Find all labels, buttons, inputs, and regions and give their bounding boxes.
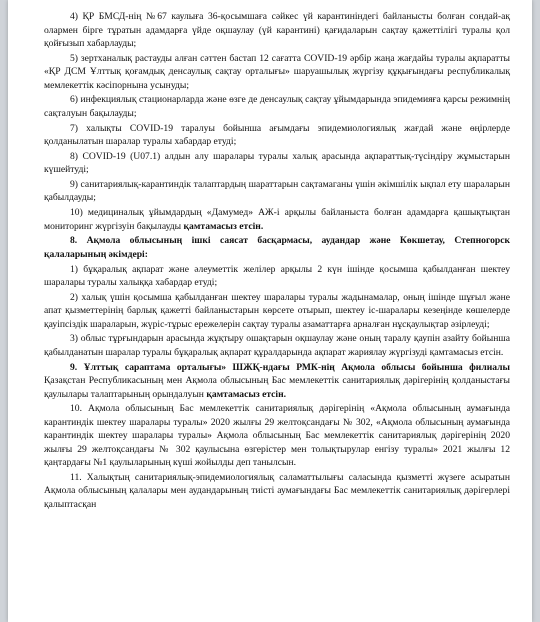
paragraph — [44, 291, 510, 332]
document-body — [44, 10, 510, 513]
text-run: 10) медициналық ұйымдардың «Дамумед» АЖ-і арқылы байланыста болған адамдарға қашықтықтан мониторинг жүргізуін бақылауды — [44, 207, 510, 232]
text-run: 3) облыс тұрғындарын арасында жұқтыру ошақтарын оқшаулау және оның таралу қаупін азайту бойынша қабылданатын шаралар туралы бұқаралық ақпарат құралдарында ақпарат жариялау жүргізуді қамтамасыз етсін. — [44, 333, 510, 358]
text-run: 6) инфекциялық стационарларда және өзге де денсаулық сақтау ұйымдарында эпидемияға қарсы режимнің сақталуын бақылауды; — [44, 94, 510, 119]
text-run: 5) зертханалық растауды алған сәттен бастап 12 сағатта COVID-19 әрбір жаңа жағдайы туралы ақпаратты «ҚР ДСМ Ұлттық қоғамдық денсаулық сақтау орталығы» шаруашылық жүргізу құқығындағы республикалық мемлекеттік кәсіпорнына усынуды; — [44, 52, 510, 91]
paragraph — [44, 361, 510, 402]
text-run: 2) халық үшін қосымша қабылданған шектеу шаралары туралы жадынамалар, оның ішінде шұғыл және апат қызметтерінің барлық қажетті байланыстарын көрсете отырып, шектеу іс-шаралары кезеңінде көшелерде қауіпсіздік шараларын, жүріс-тұрыс ережелерін сақтау туралы азаматтарға арналған нұсқаулықтар әзірлеуді; — [44, 291, 510, 330]
paragraph — [44, 122, 510, 149]
bold-text-run: қамтамасыз етсін. — [183, 220, 264, 232]
paragraph — [44, 10, 510, 51]
bold-text-run: 8. Ақмола облысының ішкі саясат басқармасы, аудандар және Көкшетау, Степногорск қалаларының әкімдері: — [44, 235, 510, 260]
text-run: 8) COVID-19 (U07.1) алдын алу шаралары туралы халық арасында ақпараттық-түсіндіру жұмыстарын күшейтуді; — [44, 150, 510, 176]
paragraph — [44, 93, 510, 120]
paragraph — [44, 206, 510, 233]
paragraph — [44, 150, 510, 177]
paragraph — [44, 263, 510, 290]
text-run: 1) бұқаралық ақпарат және әлеуметтік желілер арқылы 2 күн ішінде қосымша қабылданған шектеу шаралары туралы халыққа хабардар етуді; — [44, 263, 510, 288]
text-run: 9) санитариялық-карантиндік талаптардың шараттарын сақтамаганы үшін әкімшілік ықпал ету шараларын қабылдауды; — [44, 178, 510, 204]
text-run: Қазақстан Республикасының мен Ақмола облысының Бас мемлекеттік санитариялық дәрігерінің қолданыстағы қаулылары талаптарының орындалуын — [44, 375, 510, 400]
text-run: 10. Ақмола облысының Бас мемлекеттік санитариялық дәрігерінің «Ақмола облысының аумағында карантиндік шектеу шаралары туралы» 2020 жылғы 29 желтоқсандағы № 302, «Ақмола облысының аумағында карантиндік шектеу шаралары туралы» Ақмола облысының Бас мемлекеттік санитариялық дәрігерінің 2020 жылғы 29 желтоқсандағы № 302 қаулысына өзгерістер мен толықтырулар енгізу туралы» 2021 жылғы 12 қаңтардағы №1 қаулыларының күші жойылды деп танылсын. — [44, 403, 510, 469]
paragraph — [44, 52, 510, 93]
text-run: 4) ҚР БМСД-нің №67 каулыға 36-қосымшаға сәйкес үй карантиніндегі байланысты болған сондай-ақ олармен бірге тұратын адамдарға үйде оқшаулау (үй карантині) қағидаларын сақтау қажеттілігі туралы қол қойғызып хабарлауды; — [44, 11, 510, 49]
paragraph — [44, 178, 510, 205]
text-run: 11. Халықтың санитариялық-эпидемиологиялық саламаттылығы саласында қызметті жүзеге асыратын Ақмола облысының қалалары мен аудандарының тиісті аумағындағы Бас мемлекеттік санитариялық дәрігерлері қалыптасқан — [44, 471, 510, 510]
paragraph — [44, 234, 510, 261]
paragraph — [44, 402, 510, 470]
paragraph — [44, 471, 510, 512]
paragraph — [44, 332, 510, 359]
text-run: 7) халықты COVID-19 таралуы бойынша ағымдағы эпидемиологиялық жағдай және өңірлерде қолданылатын шаралар туралы хабардар етуді; — [44, 122, 510, 148]
bold-text-run: қамтамасыз етсін. — [206, 388, 287, 400]
bold-text-run: 9. Ұлттық сараптама орталығы» ШЖҚ-ндағы РМК-нің Ақмола облысы бойынша филиалы — [70, 361, 510, 373]
document-page — [8, 0, 532, 622]
